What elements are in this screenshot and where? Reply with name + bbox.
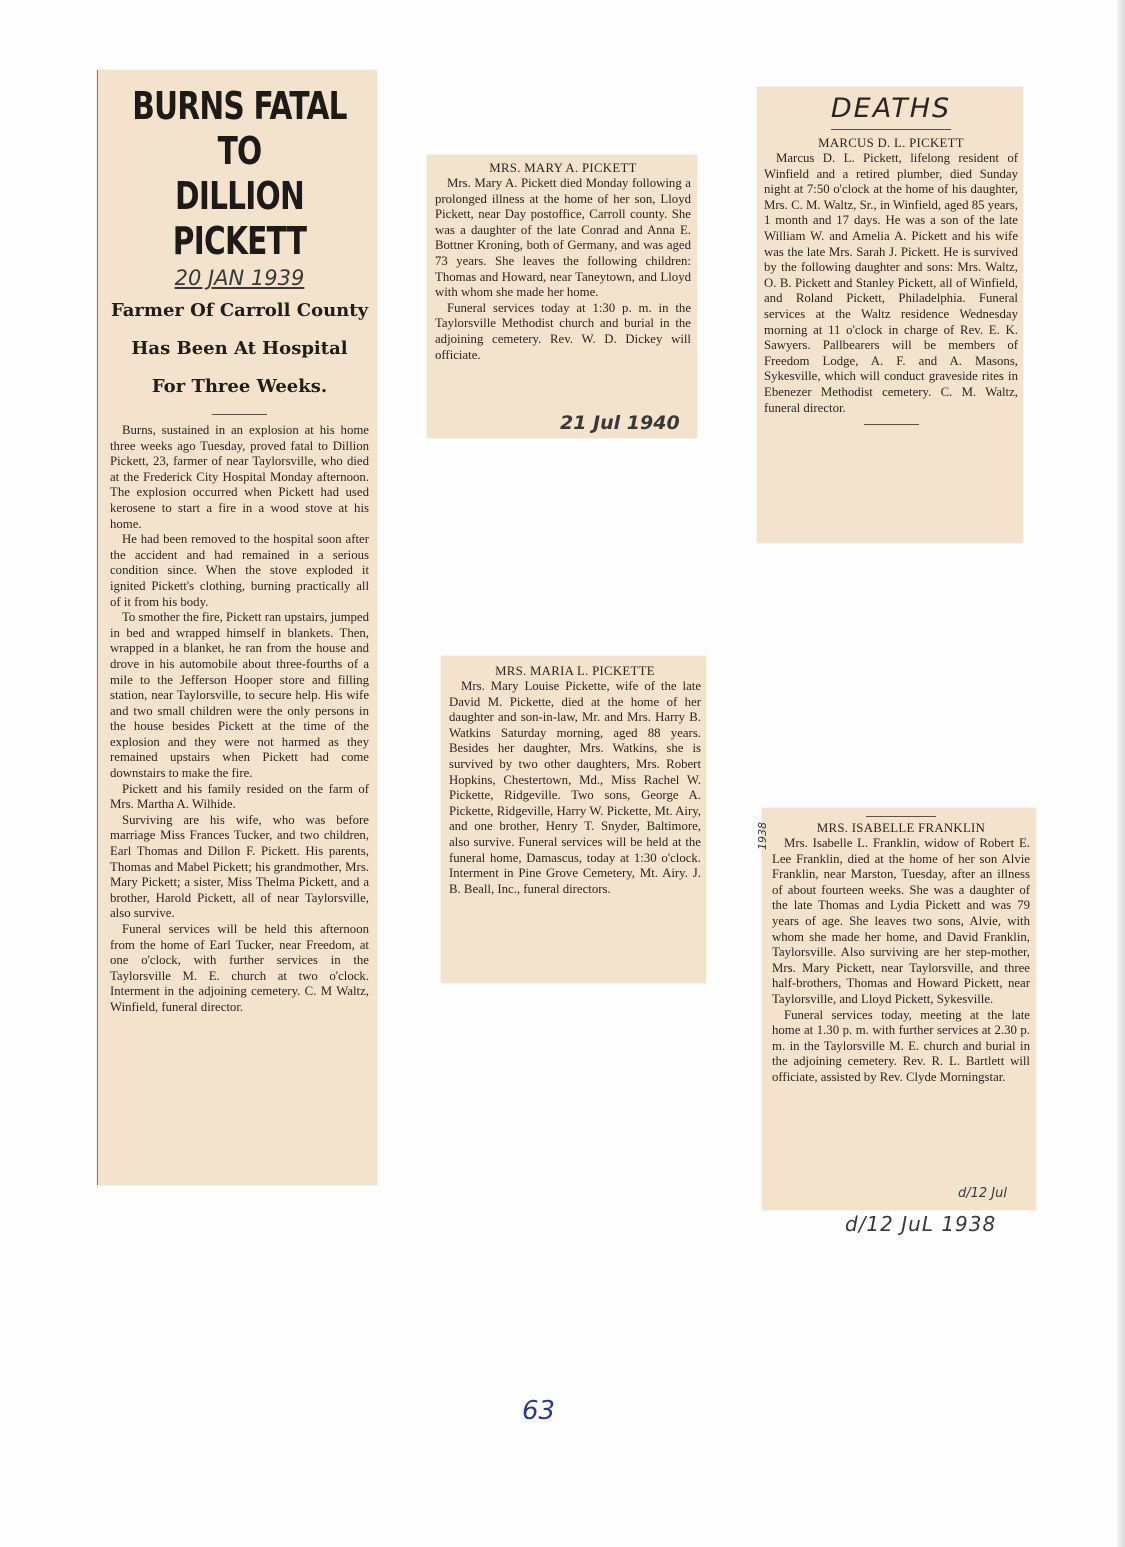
handwritten-inline-date: d/12 Jul: [958, 1186, 1007, 1201]
paragraph: Funeral services will be held this afternoon from the home of Earl Tucker, near Freedom, at one o'clock, with further services in the Taylorsville M. E. church at two o'clock. Interment in the adjoining cemetery. C. M Waltz, Winfield, funeral director.: [110, 922, 369, 1014]
paragraph: Marcus D. L. Pickett, lifelong resident of Winfield and a retired plumber, died Sunday night at 7:50 o'clock at the home of his daughter, Mrs. C. M. Waltz, Sr., in Winfield, aged 85 years, 1 month and 17 days. He was a son of the late William W. and Amelia A. Pickett and his wife was the late Mrs. Sarah J. Pickett. He is survived by the following daughter and sons: Mrs. Waltz, O. B. Pickett and Stanley Pickett, all of Winfield, and Roland Pickett, Philadelphia. Funeral services at the Waltz residence Wednesday morning at 11 o'clock in charge of Rev. E. K. Sawyers. Pallbearers will be members of Freedom Lodge, A. F. and A. Masons, Sykesville, which will conduct graveside rites in Ebenezer Methodist cemetery. C. M. Waltz, funeral director.: [764, 151, 1018, 415]
obituary-title: MRS. MARIA L. PICKETTE: [495, 664, 655, 678]
clipping-burns-fatal: [97, 70, 377, 1185]
clipping-mary-a-pickett: [427, 155, 697, 438]
page-number: 63: [522, 1396, 556, 1426]
handwritten-date: 20 JAN 1939: [174, 266, 305, 290]
clipping-isabelle-franklin: [762, 808, 1036, 1210]
obituary-title: MARCUS D. L. PICKETT: [818, 136, 964, 150]
divider: [866, 816, 936, 817]
subheadline-2: Has Been At Hospital: [131, 338, 348, 359]
paragraph: He had been removed to the hospital soon after the accident and had remained in a serious condition since. When the stove exploded it ignited Pickett's clothing, burning practically all of it from his body.: [110, 532, 369, 609]
divider: [212, 414, 267, 415]
paragraph: Mrs. Mary Louise Pickette, wife of the late David M. Pickette, died at the home of her daughter and son-in-law, Mr. and Mrs. Harry B. Watkins Saturday morning, aged 88 years. Besides her daughter, Mrs. Watkins, she is survived by two other daughters, Mrs. Robert Hopkins, Chestertown, Md., Miss Rachel W. Pickette, Ridgeville. Two sons, George A. Pickette, Ridgeville, Harry W. Pickette, Mt. Airy, and one brother, Henry T. Snyder, Baltimore, also survive. Funeral services will be held at the funeral home, Damascus, today at 1:30 o'clock. Interment in Pine Grove Cemetery, Mt. Airy. J. B. Beall, Inc., funeral directors.: [449, 679, 701, 896]
paragraph: Mrs. Isabelle L. Franklin, widow of Robert E. Lee Franklin, died at the home of her son Alvie Franklin, near Marston, Tuesday, after an illness of about fourteen weeks. She was a daughter of the late Thomas and Lydia Pickett and was 79 years of age. She leaves two sons, Alvie, with whom she made her home, and David Franklin, Taylorsville. Also surviving are her step-mother, Mrs. Mary Pickett, near Taylorsville, and three half-brothers, Thomas and Howard Pickett, near Taylorsville, and Lloyd Pickett, Sykesville.: [772, 836, 1030, 1006]
subheadline-1: Farmer Of Carroll County: [110, 300, 369, 321]
subheadline-3: For Three Weeks.: [151, 376, 328, 397]
obituary-title: MRS. MARY A. PICKETT: [489, 161, 637, 175]
divider: [864, 424, 919, 425]
paragraph: Mrs. Mary A. Pickett died Monday following a prolonged illness at the home of her son, Lloyd Pickett, near Day postoffice, Carroll county. She was a daughter of the late Conrad and Anna E. Bottner Kroning, both of Germany, and was aged 73 years. She leaves the following children: Thomas and Howard, near Taneytown, and Lloyd with whom she made her home.: [435, 176, 691, 300]
handwritten-date: 21 Jul 1940: [560, 412, 680, 434]
headline-line-1: BURNS FATAL TO: [132, 84, 347, 173]
paragraph: Surviving are his wife, who was before marriage Miss Frances Tucker, and two children, Earl Thomas and Dillon F. Pickett. His parents, Thomas and Mabel Pickett; his grandmother, Mrs. Mary Pickett; a sister, Miss Thelma Pickett, and a brother, Harold Pickett, all of near Taylorsville, also survive.: [110, 812, 369, 921]
section-header: DEATHS: [830, 93, 952, 124]
headline-line-2: DILLION PICKETT: [172, 174, 307, 263]
paragraph: Burns, sustained in an explosion at his home three weeks ago Tuesday, proved fatal to Dillion Pickett, 23, farmer of near Taylorsville, who died at the Frederick City Hospital Monday afternoon. The explosion occurred when Pickett had used kerosene to start a fire in a wood stove at his home.: [110, 423, 369, 531]
paragraph: Pickett and his family resided on the farm of Mrs. Martha A. Wilhide.: [110, 781, 369, 812]
obituary-title: MRS. ISABELLE FRANKLIN: [816, 821, 986, 835]
divider: [831, 129, 951, 130]
handwritten-margin-note: 1938: [756, 822, 769, 850]
page-edge-shadow: [1117, 0, 1125, 1547]
paragraph: Funeral services today at 1:30 p. m. in the Taylorsville Methodist church and burial in the adjoining cemetery. Rev. W. D. Dickey will officiate.: [435, 300, 691, 362]
paragraph: To smother the fire, Pickett ran upstairs, jumped in bed and wrapped himself in blankets. Then, wrapped in a blanket, he ran from the house and drove in his automobile about three-fourths of a mile to the Jefferson Hooper store and filling station, near Taylorsville, to secure help. His wife and two small children were the only persons in the house besides Pickett at the time of the explosion and they were not harmed as they remained upstairs when Pickett had come downstairs to make the fire.: [110, 610, 369, 781]
clipping-deaths-marcus-pickett: [757, 87, 1023, 543]
clipping-maria-l-pickette: [441, 656, 706, 983]
paragraph: Funeral services today, meeting at the late home at 1.30 p. m. with further services at 2.30 p. m. in the Taylorsville M. E. church and burial in the adjoining cemetery. Rev. R. L. Bartlett will officiate, assisted by Rev. Clyde Morningstar.: [772, 1007, 1030, 1084]
handwritten-date: d/12 JuL 1938: [845, 1212, 997, 1236]
